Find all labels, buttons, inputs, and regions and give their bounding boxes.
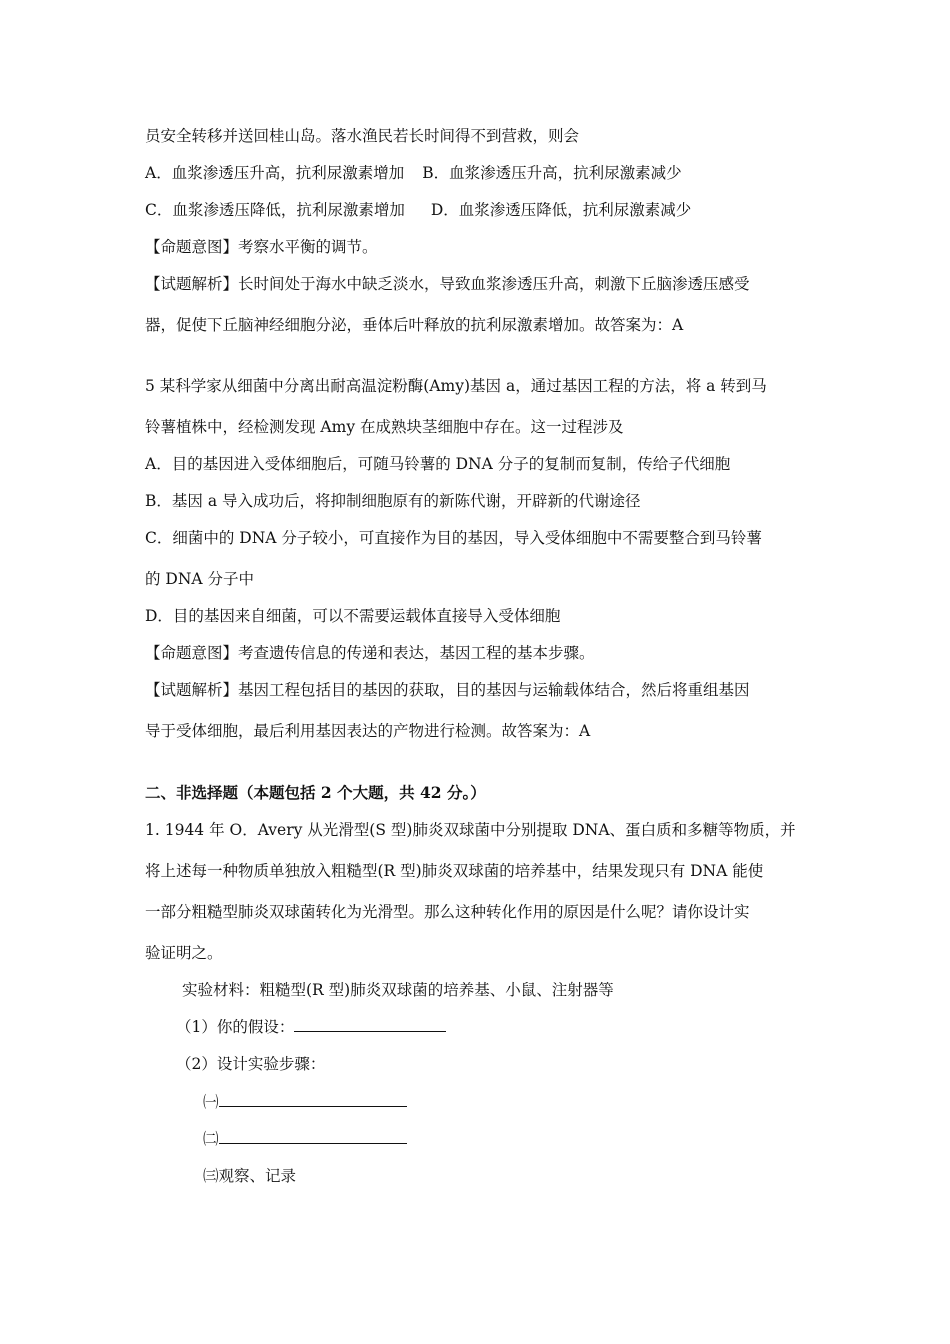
step-2-marker: ㈡ [203,1130,219,1148]
q5-option-c-line2: 的 DNA 分子中 [145,570,255,588]
step-3: ㈢观察、记录 [203,1167,297,1185]
q4-analysis-line2: 器，促使下丘脑神经细胞分泌，垂体后叶释放的抗利尿激素增加。故答案为：A [145,316,684,334]
step-2-blank[interactable] [219,1129,407,1144]
q4-option-d: D．血浆渗透压降低，抗利尿激素减少 [430,201,692,219]
steps-prompt: （2）设计实验步骤： [176,1055,326,1073]
q4-option-a: A．血浆渗透压升高，抗利尿激素增加 [145,164,405,182]
q4-options-ab [145,162,682,184]
section2-heading: 二、非选择题（本题包括 2 个大题，共 42 分。） [145,783,486,802]
q5-stem-line1: 5 某科学家从细菌中分离出耐高温淀粉酶(Amy)基因 a，通过基因工程的方法，将 a 转到马 [145,377,767,395]
q4-options-cd [145,199,691,221]
q4-intent: 【命题意图】考察水平衡的调节。 [145,238,378,256]
step-1-marker: ㈠ [203,1093,219,1111]
q4-option-b: B．血浆渗透压升高，抗利尿激素减少 [422,164,682,182]
hypothesis-label: （1）你的假设： [176,1018,295,1036]
s2-q1-line3: 一部分粗糙型肺炎双球菌转化为光滑型。那么这种转化作用的原因是什么呢？请你设计实 [145,903,750,921]
q5-option-c-line1: C．细菌中的 DNA 分子较小，可直接作为目的基因，导入受体细胞中不需要整合到马铃薯 [145,529,762,547]
q5-option-b: B．基因 a 导入成功后，将抑制细胞原有的新陈代谢，开辟新的代谢途径 [145,492,641,510]
q5-option-d: D．目的基因来自细菌，可以不需要运载体直接导入受体细胞 [145,607,561,625]
step-1-blank[interactable] [219,1092,407,1107]
s2-q1-line1: 1. 1944 年 O．Avery 从光滑型(S 型)肺炎双球菌中分别提取 DNA、蛋白质和多糖等物质，并 [145,821,796,839]
q5-intent: 【命题意图】考查遗传信息的传递和表达，基因工程的基本步骤。 [145,644,595,662]
q4-analysis-line1: 【试题解析】长时间处于海水中缺乏淡水，导致血浆渗透压升高，刺激下丘脑渗透压感受 [145,275,750,293]
q4-option-c: C．血浆渗透压降低，抗利尿激素增加 [145,201,405,219]
experiment-materials: 实验材料：粗糙型(R 型)肺炎双球菌的培养基、小鼠、注射器等 [182,981,614,999]
step-1 [203,1091,407,1113]
q5-analysis-line1: 【试题解析】基因工程包括目的基因的获取，目的基因与运输载体结合，然后将重组基因 [145,681,750,699]
q4-stem-continuation: 员安全转移并送回桂山岛。落水渔民若长时间得不到营救，则会 [145,127,580,145]
q5-analysis-line2: 导于受体细胞，最后利用基因表达的产物进行检测。故答案为：A [145,722,591,740]
q5-option-a: A．目的基因进入受体细胞后，可随马铃薯的 DNA 分子的复制而复制，传给子代细胞 [145,455,731,473]
hypothesis-prompt [176,1016,446,1038]
s2-q1-line2: 将上述每一种物质单独放入粗糙型(R 型)肺炎双球菌的培养基中，结果发现只有 DNA 能使 [145,862,764,880]
q5-stem-line2: 铃薯植株中，经检测发现 Amy 在成熟块茎细胞中存在。这一过程涉及 [145,418,624,436]
step-2 [203,1128,407,1150]
s2-q1-line4: 验证明之。 [145,944,223,962]
hypothesis-blank[interactable] [294,1017,446,1032]
